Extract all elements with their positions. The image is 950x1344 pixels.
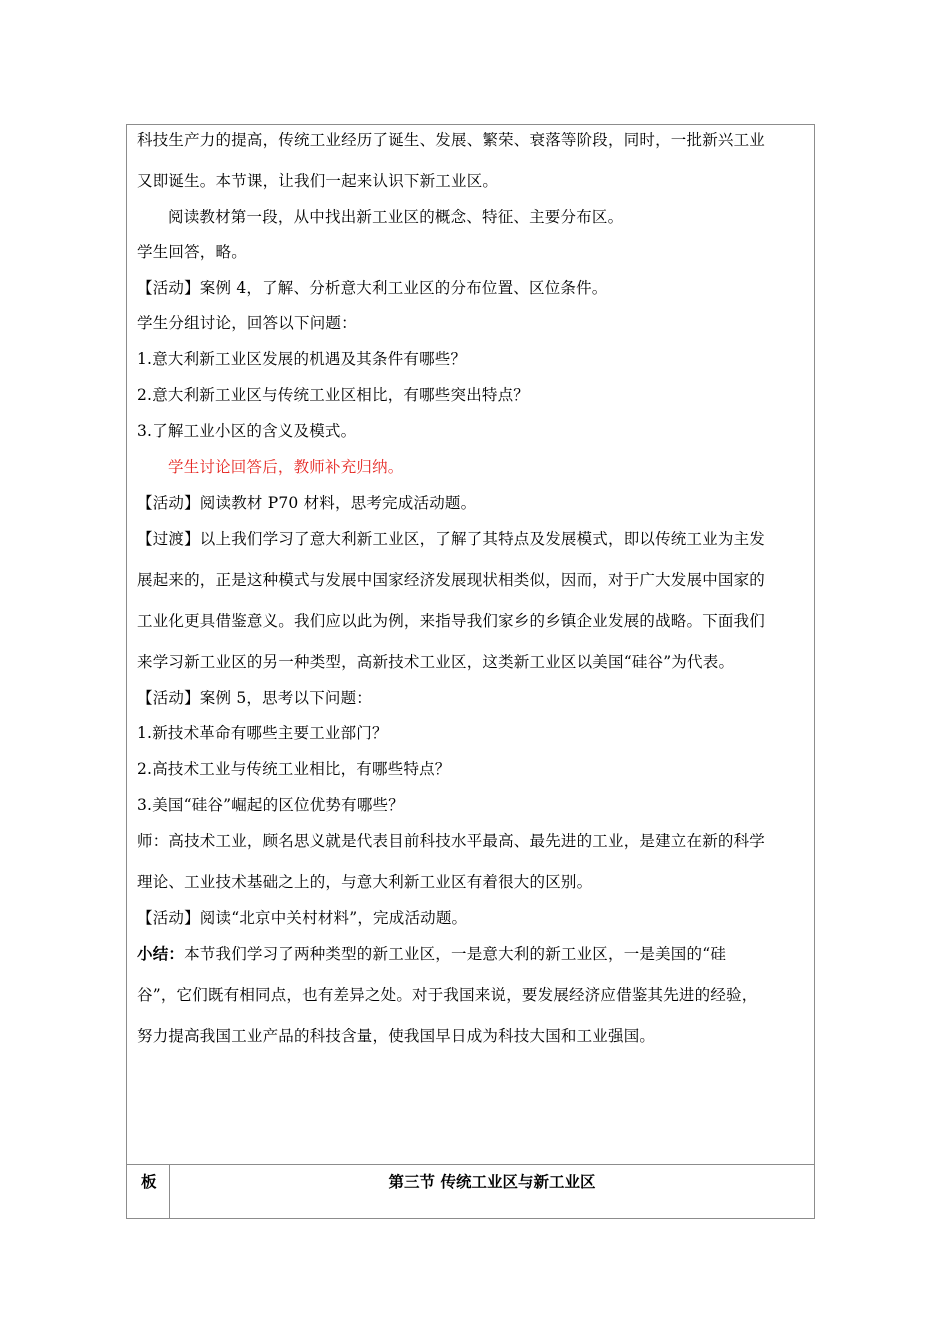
text-line: 1.意大利新工业区发展的机遇及其条件有哪些？	[137, 350, 467, 368]
summary-text: 本节我们学习了两种类型的新工业区，一是意大利的新工业区，一是美国的“硅	[184, 945, 727, 963]
text-line: 3.美国“硅谷”崛起的区位优势有哪些？	[137, 796, 404, 814]
text-line: 1.新技术革命有哪些主要工业部门？	[137, 724, 388, 742]
text-line: 【活动】案例 4，了解、分析意大利工业区的分布位置、区位条件。	[137, 279, 608, 297]
summary-line	[137, 943, 726, 965]
text-line: 师：高技术工业，顾名思义就是代表目前科技水平最高、最先进的工业，是建立在新的科学	[137, 832, 766, 850]
teacher-note: 学生讨论回答后，教师补充归纳。	[168, 458, 404, 476]
text-line: 2.意大利新工业区与传统工业区相比，有哪些突出特点？	[137, 386, 529, 404]
row-divider	[127, 1164, 814, 1165]
text-line: 【过渡】以上我们学习了意大利新工业区，了解了其特点及发展模式，即以传统工业为主发	[137, 530, 766, 548]
text-line: 【活动】阅读“北京中关村材料”，完成活动题。	[137, 909, 468, 927]
board-title: 第三节 传统工业区与新工业区	[388, 1173, 596, 1191]
text-line: 谷”，它们既有相同点，也有差异之处。对于我国来说，要发展经济应借鉴其先进的经验，	[137, 986, 758, 1004]
text-line: 阅读教材第一段，从中找出新工业区的概念、特征、主要分布区。	[168, 208, 624, 226]
text-line: 【活动】阅读教材 P70 材料，思考完成活动题。	[137, 494, 477, 512]
text-line: 2.高技术工业与传统工业相比，有哪些特点？	[137, 760, 451, 778]
text-line: 【活动】案例 5，思考以下问题：	[137, 689, 372, 707]
lesson-table	[126, 124, 815, 1219]
text-line: 学生分组讨论，回答以下问题：	[137, 314, 357, 332]
summary-label: 小结：	[137, 944, 185, 963]
text-line: 展起来的，正是这种模式与发展中国家经济发展现状相类似，因而，对于广大发展中国家的	[137, 571, 766, 589]
text-line: 努力提高我国工业产品的科技含量，使我国早日成为科技大国和工业强国。	[137, 1027, 656, 1045]
board-label: 板	[141, 1173, 157, 1191]
text-line: 学生回答，略。	[137, 243, 247, 261]
text-line: 来学习新工业区的另一种类型，高新技术工业区，这类新工业区以美国“硅谷”为代表。	[137, 653, 735, 671]
text-line: 3.了解工业小区的含义及模式。	[137, 422, 357, 440]
text-line: 理论、工业技术基础之上的，与意大利新工业区有着很大的区别。	[137, 873, 593, 891]
text-line: 工业化更具借鉴意义。我们应以此为例，来指导我们家乡的乡镇企业发展的战略。下面我们	[137, 612, 766, 630]
text-line: 科技生产力的提高，传统工业经历了诞生、发展、繁荣、衰落等阶段，同时，一批新兴工业	[137, 131, 766, 149]
text-line: 又即诞生。本节课，让我们一起来认识下新工业区。	[137, 172, 499, 190]
